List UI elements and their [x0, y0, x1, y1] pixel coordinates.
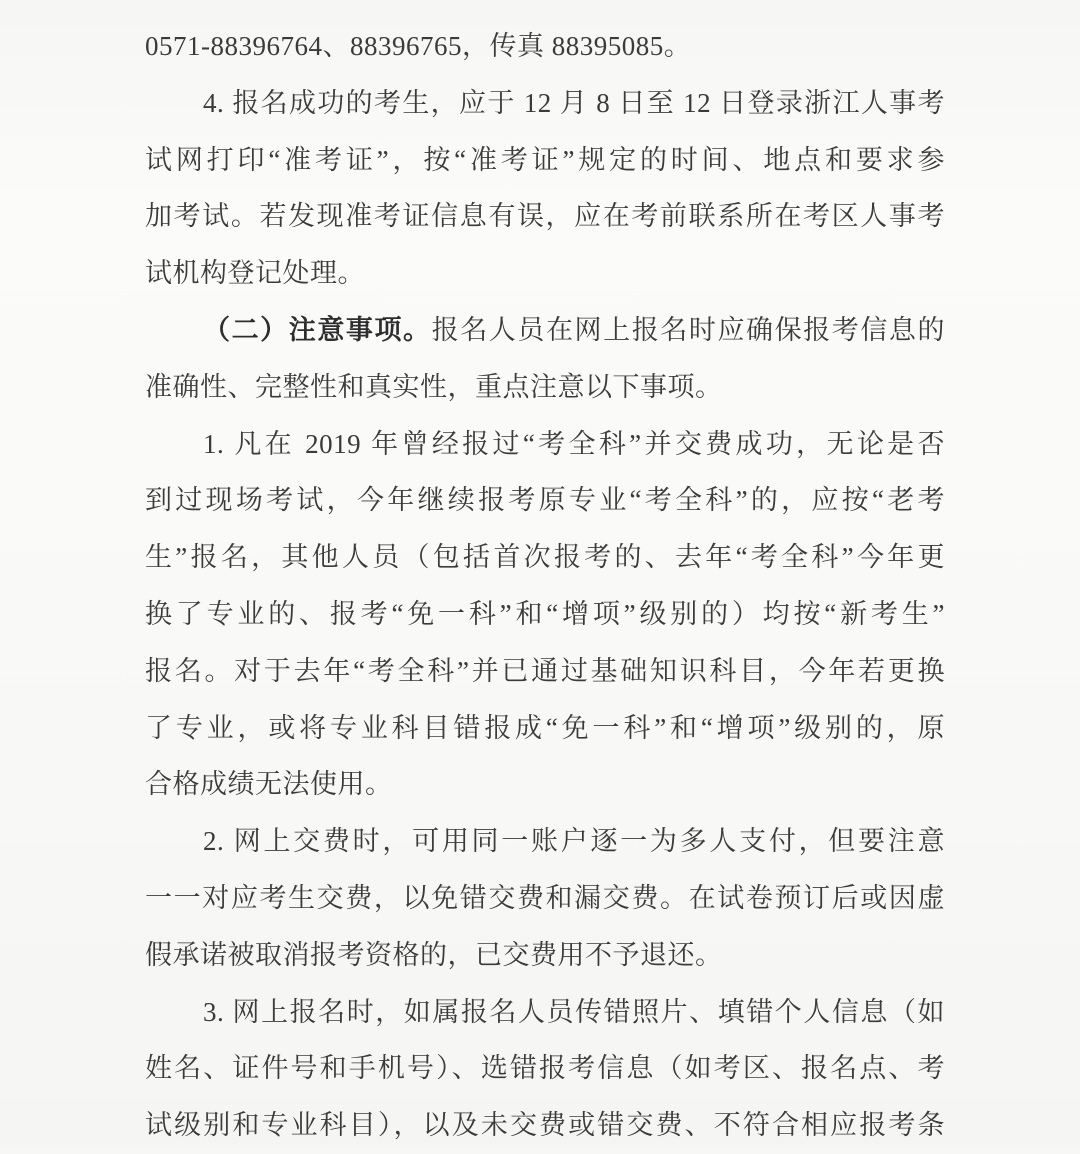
- text-segment: 试网打印“准考证”，按“准考证”规定的时间、地点和要求参: [145, 144, 945, 175]
- text-segment: 换了专业的、报考“免一科”和“增项”级别的）均按“新考生”: [145, 598, 945, 629]
- text-line: [145, 472, 945, 529]
- text-line: [145, 927, 945, 984]
- text-segment: 一一对应考生交费，以免错交费和漏交费。在试卷预订后或因虚: [145, 882, 945, 913]
- text-line: [145, 870, 945, 927]
- text-segment: 报名。对于去年“考全科”并已通过基础知识科目，今年若更换: [145, 655, 945, 686]
- text-segment: 4. 报名成功的考生，应于 12 月 8 日至 12 日登录浙江人事考: [203, 87, 945, 118]
- text-segment: 2. 网上交费时，可用同一账户逐一为多人支付，但要注意: [203, 826, 945, 857]
- text-segment: 到过现场考试，今年继续报考原专业“考全科”的，应按“老考: [145, 485, 945, 516]
- text-line: [145, 643, 945, 700]
- text-segment: 生”报名，其他人员（包括首次报考的、去年“考全科”今年更: [145, 542, 945, 573]
- text-segment: 准确性、完整性和真实性，重点注意以下事项。: [145, 371, 723, 402]
- text-line: [145, 1097, 945, 1154]
- text-line: [145, 756, 945, 813]
- text-segment: 了专业，或将专业科目错报成“免一科”和“增项”级别的，原: [145, 712, 945, 743]
- text-line: [145, 1040, 945, 1097]
- text-line: [145, 700, 945, 757]
- text-line: [145, 75, 945, 132]
- text-line: [145, 302, 945, 359]
- text-line: [145, 188, 945, 245]
- text-segment: 报名人员在网上报名时应确保报考信息的: [431, 314, 945, 345]
- text-segment: 3. 网上报名时，如属报名人员传错照片、填错个人信息（如: [203, 996, 945, 1027]
- text-line: [145, 984, 945, 1041]
- text-segment: 假承诺被取消报考资格的，已交费用不予退还。: [145, 939, 723, 970]
- text-segment: 1. 凡在 2019 年曾经报过“考全科”并交费成功，无论是否: [203, 428, 945, 459]
- text-segment: 姓名、证件号和手机号）、选错报考信息（如考区、报名点、考: [145, 1053, 945, 1084]
- text-segment: 合格成绩无法使用。: [145, 769, 393, 800]
- text-line: [145, 18, 945, 75]
- text-line: [145, 416, 945, 473]
- document-text-block: [145, 18, 945, 1154]
- text-segment: 加考试。若发现准考证信息有误，应在考前联系所在考区人事考: [145, 201, 945, 232]
- text-line: [145, 359, 945, 416]
- text-line: [145, 813, 945, 870]
- section-heading: （二）注意事项。: [203, 314, 432, 345]
- text-segment: 试级别和专业科目），以及未交费或错交费、不符合相应报考条: [145, 1110, 945, 1141]
- text-line: [145, 529, 945, 586]
- text-segment: 试机构登记处理。: [145, 258, 365, 289]
- text-line: [145, 245, 945, 302]
- text-line: [145, 132, 945, 189]
- text-segment: 0571-88396764、88396765，传真 88395085。: [145, 31, 692, 61]
- text-line: [145, 586, 945, 643]
